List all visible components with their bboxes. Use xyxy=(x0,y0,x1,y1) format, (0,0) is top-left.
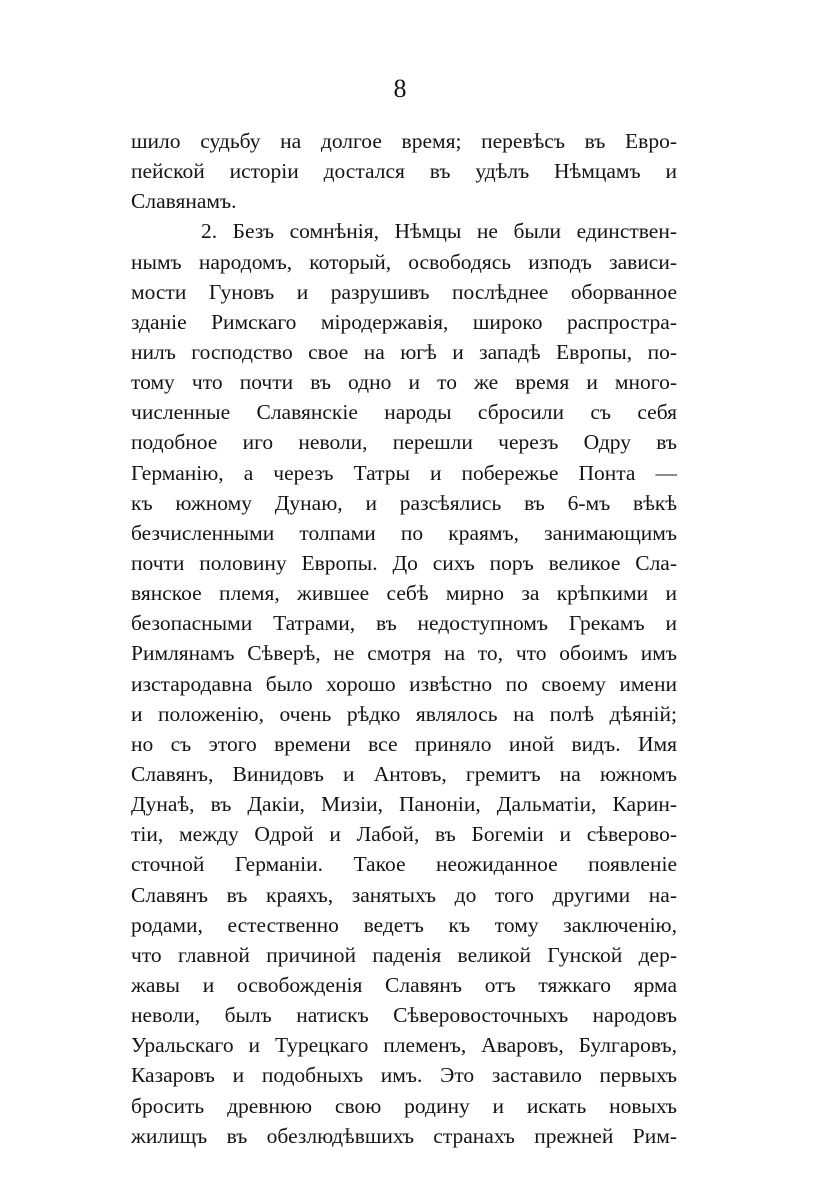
text-line: но съ этого времени все приняло иной видъ. Имя xyxy=(131,731,677,756)
text-line: безопасными Татрами, въ недоступномъ Грекамъ и xyxy=(131,611,677,636)
text-line: родами, естественно ведетъ къ тому заключенію, xyxy=(131,912,677,937)
text-line: нымъ народомъ, который, освободясь изподъ зависи- xyxy=(131,249,677,274)
text-line: тіи, между Одрой и Лабой, въ Богеміи и сѣверово- xyxy=(131,822,677,847)
text-line: пейской исторіи достался въ удѣлъ Нѣмцамъ и xyxy=(131,159,677,184)
text-line: Римлянамъ Сѣверѣ, не смотря на то, что обоимъ имъ xyxy=(131,641,677,666)
text-line: численные Славянскіе народы сбросили съ себя xyxy=(131,400,677,425)
paragraph-start-line: 2. Безъ сомнѣнія, Нѣмцы не были единствен- xyxy=(201,219,677,244)
text-line: къ южному Дунаю, и разсѣялись въ 6-мъ вѣкѣ xyxy=(131,490,677,515)
text-line: безчисленными толпами по краямъ, занимающимъ xyxy=(131,520,677,545)
text-line: Казаровъ и подобныхъ имъ. Это заставило первыхъ xyxy=(131,1063,677,1088)
page-number: 8 xyxy=(393,74,407,103)
text-line: почти половину Европы. До сихъ поръ великое Сла- xyxy=(131,550,677,575)
body-text xyxy=(131,126,677,1151)
text-line: сточной Германіи. Такое неожиданное появленіе xyxy=(131,852,677,877)
text-line: неволи, былъ натискъ Сѣверовосточныхъ народовъ xyxy=(131,1003,677,1028)
text-line: изстародавна было хорошо извѣстно по своему имени xyxy=(131,671,677,696)
text-line: Дунаѣ, въ Дакіи, Мизіи, Паноніи, Дальматіи, Карин- xyxy=(131,792,677,817)
text-line: зданіе Римскаго міродержавія, широко распростра- xyxy=(131,309,677,334)
text-line: жавы и освобожденія Славянъ отъ тяжкаго ярма xyxy=(131,972,677,997)
paragraph-end-line: Славянамъ. xyxy=(131,189,237,214)
text-line: подобное иго неволи, перешли черезъ Одру въ xyxy=(131,430,677,455)
text-line: жилищъ въ обезлюдѣвшихъ странахъ прежней Рим- xyxy=(131,1123,677,1148)
text-line: что главной причиной паденія великой Гунской дер- xyxy=(131,942,677,967)
text-line: и положенію, очень рѣдко являлось на полѣ дѣяній; xyxy=(131,701,677,726)
text-line: Славянъ, Винидовъ и Антовъ, гремитъ на южномъ xyxy=(131,761,677,786)
text-line: шило судьбу на долгое время; перевѣсъ въ Евро- xyxy=(131,129,677,153)
text-line: нилъ господство свое на югѣ и западѣ Европы, по- xyxy=(131,339,677,364)
text-line: тому что почти въ одно и то же время и много- xyxy=(131,370,677,395)
text-line: бросить древнюю свою родину и искать новыхъ xyxy=(131,1093,677,1118)
text-line: вянское племя, жившее себѣ мирно за крѣпкими и xyxy=(131,581,677,606)
text-line: мости Гуновъ и разрушивъ послѣднее оборванное xyxy=(131,279,677,304)
text-line: Уральскаго и Турецкаго племенъ, Аваровъ, Булгаровъ, xyxy=(131,1033,677,1058)
text-line: Славянъ въ краяхъ, занятыхъ до того другими на- xyxy=(131,882,677,907)
text-line: Германію, а черезъ Татры и побережье Понта — xyxy=(131,460,677,485)
